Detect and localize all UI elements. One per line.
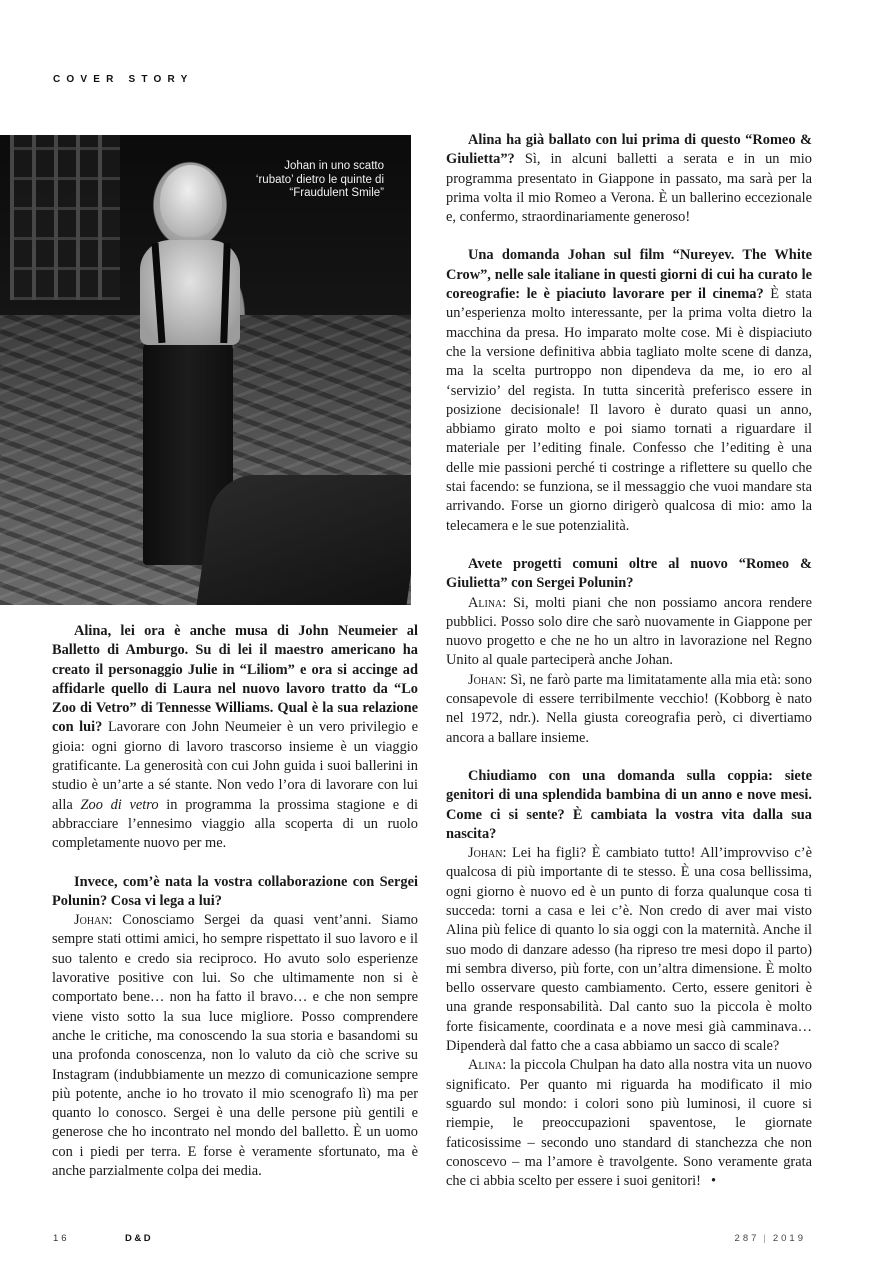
qa-block <box>446 131 812 227</box>
speaker-name: Johan <box>74 912 109 929</box>
reply-paragraph <box>446 844 812 1056</box>
speaker-name: Johan <box>468 671 503 688</box>
interview-answer: : la piccola Chulpan ha dato alla nostra vita un nuovo significato. Per quanto mi riguarda ha modificato il mio sguardo sul mondo: i colori sono più luminosi, il cuore si riempie, le preoccupazioni spaventose, le giornate faticosissime – secondo uno standard di stanchezza che non conoscevo – ma l’amore è travolgente. Sono veramente grata che ci abbia scelto per essere i suoi genitori! <box>446 1057 812 1190</box>
speaker-name: Alina <box>468 1057 503 1074</box>
issue-info <box>735 1233 806 1244</box>
page-number: 16 <box>53 1233 70 1244</box>
work-title: Zoo di vetro <box>80 796 159 813</box>
article-column-right <box>446 131 812 1191</box>
qa-block <box>446 767 812 844</box>
reply-paragraph <box>446 594 812 671</box>
chair-shape <box>195 475 411 605</box>
footer-separator: | <box>763 1233 769 1244</box>
article-column-left <box>52 622 418 1181</box>
interview-question: Chiudiamo con una domanda sulla coppia: siete genitori di una splendida bambina di un anno e nove mesi. Come ci si sente? È cambiata la vostra vita dalla sua nascita? <box>446 767 812 842</box>
reply-paragraph <box>446 671 812 748</box>
section-label: COVER STORY <box>53 74 194 85</box>
interview-answer: : Sì, ne farò parte ma limitatamente alla mia età: sono consapevole di essere terribilmente vecchio! (Kobborg è nato nel 1972, ndr.). Nella giusta coreografia però, ci divertiamo ancora a ballare insieme. <box>446 671 812 746</box>
interview-answer: Sì, in alcuni balletti a serata e in un mio programma presentato in Giappone in passato, ma sarà per la prima volta il mio Romeo a Verona. È un ballerino eccezionale e, confermo, straordinariamente generoso! <box>446 151 812 226</box>
interview-question: Alina ha già ballato con lui prima di questo “Romeo & Giulietta”? <box>446 132 812 168</box>
interview-answer: : Lei ha figli? È cambiato tutto! All’improvviso c’è qualcosa di più importante di te stesso. È una cosa bellissima, ogni giorno è nuovo ed è un punto di forza qualunque cosa ti succeda: torni a casa e lei c’è. Non credo di aver mai visto Alina più felice di quanto lo sia oggi con la maternità. Anche il suo modo di danzare adesso (ha ripreso tre mesi dopo il parto) mi sembra diverso, più forte, con un’altra dimensione. È molto bello osservare questo cambiamento. Certo, essere genitori è una grande responsabilità. Dal canto suo la piccola è molto forte fisicamente, coordinata e a nove mesi già camminava… Dipenderà dal fatto che a casa abbiamo un sacco di scale? <box>446 845 812 1055</box>
reply-paragraph <box>446 1056 812 1191</box>
article-photo <box>0 135 411 605</box>
qa-block <box>52 622 418 854</box>
magazine-name: D&D <box>125 1233 154 1244</box>
photo-caption: Johan in uno scatto ‘rubato’ dietro le quinte di “Fraudulent Smile” <box>255 160 384 199</box>
issue-year: 2019 <box>772 1233 806 1244</box>
dancer-head-shape <box>160 165 222 237</box>
interview-question: Avete progetti comuni oltre al nuovo “Romeo & Giulietta” con Sergei Polunin? <box>446 555 812 592</box>
interview-answer: : Conosciamo Sergei da quasi vent’anni. Siamo sempre stati ottimi amici, ho sempre rispettato il suo lavoro e il suo talento e credo sia reciproco. Ho avuto solo esperienze lavorative positive con lui. So che ultimamente non si è comportato bene… non ha fatto il bravo… e che non sempre viene visto sotto la sua luce migliore. Posso comprendere anche le critiche, ma conoscendo la sua storia e basandomi su una profonda conoscenza, non lo valuto da ciò che scrive su Instagram (indubbiamente un mezzo di comunicazione sempre più potente, anche io ho trovato il mio scenografo lì) ma per quanto lo conosco. Sergei è una delle persone più gentili e generose che ho incontrato nel mondo del balletto. È un uomo con i piedi per terra. E forse è veramente sfortunato, ma è anche parzialmente colpa dei media. <box>52 912 418 1180</box>
qa-block <box>52 873 418 912</box>
interview-answer: : Si, molti piani che non possiamo ancora rendere pubblici. Posso solo dire che sarò nuovamente in Giappone per nuovo progetto e che ne ho un altro in lavorazione nel Regno Unito al quale parteciperà anche Johan. <box>446 594 812 669</box>
interview-answer: Lavorare con John Neumeier è un vero privilegio e gioia: ogni giorno di lavoro trascorso insieme è un viaggio gratificante. La generosità con cui John guida i suoi ballerini in studio è un’arte a sé stante. Non vedo l’ora di lavorare con lui alla <box>52 719 418 813</box>
speaker-name: Alina <box>468 594 503 611</box>
scaffold-shape <box>10 135 120 300</box>
qa-block <box>446 246 812 535</box>
interview-answer-cont: in programma la prossima stagione e di abbracciare l’ennesimo viaggio alla scoperta di un ruolo completamente nuovo per me. <box>52 796 418 852</box>
issue-number: 287 <box>734 1233 760 1244</box>
end-of-article-bullet-icon: • <box>710 1173 716 1190</box>
interview-answer: È stata un’esperienza molto interessante, per la prima volta dietro la macchina da presa. Ho imparato molte cose. Mi è dispiaciuto che la versione definitiva abbia tagliato molte scene di danza, ma la scelta purtroppo non dipendeva da me, io ero al ‘servizio’ del regista. In tutta sincerità preferisco essere in posizione decisionale! Il lavoro è durato quasi un anno, abbiamo girato molto e poi siamo tornati a riguardare il materiale per l’editing finale. Confesso che l’editing è una delle mie passioni perché ti costringe a riflettere su quello che stai facendo: se funziona, se il messaggio che vuoi mandare sta arrivando. Forse un giorno dirigerò qualcosa di mio: amo la telecamera e le sue potenzialità. <box>446 286 812 534</box>
speaker-name: Johan <box>468 845 503 862</box>
interview-question: Invece, com’è nata la vostra collaborazione con Sergei Polunin? Cosa vi lega a lui? <box>52 873 418 909</box>
interview-question: Alina, lei ora è anche musa di John Neumeier al Balletto di Amburgo. Su di lei il maestro americano ha creato il personaggio Julie in “Liliom” e ora si accinge ad affidarle quello di Laura nel nuovo lavoro tratto da “Lo Zoo di Vetro” di Tennesse Williams. Qual è la sua relazione con lui? <box>52 623 418 736</box>
qa-block <box>446 555 812 594</box>
reply-paragraph <box>52 911 418 1181</box>
interview-question: Una domanda Johan sul film “Nureyev. The White Crow”, nelle sale italiane in questi giorni di cui ha curato le coreografie: le è piaciuto lavorare per il cinema? <box>446 247 812 303</box>
